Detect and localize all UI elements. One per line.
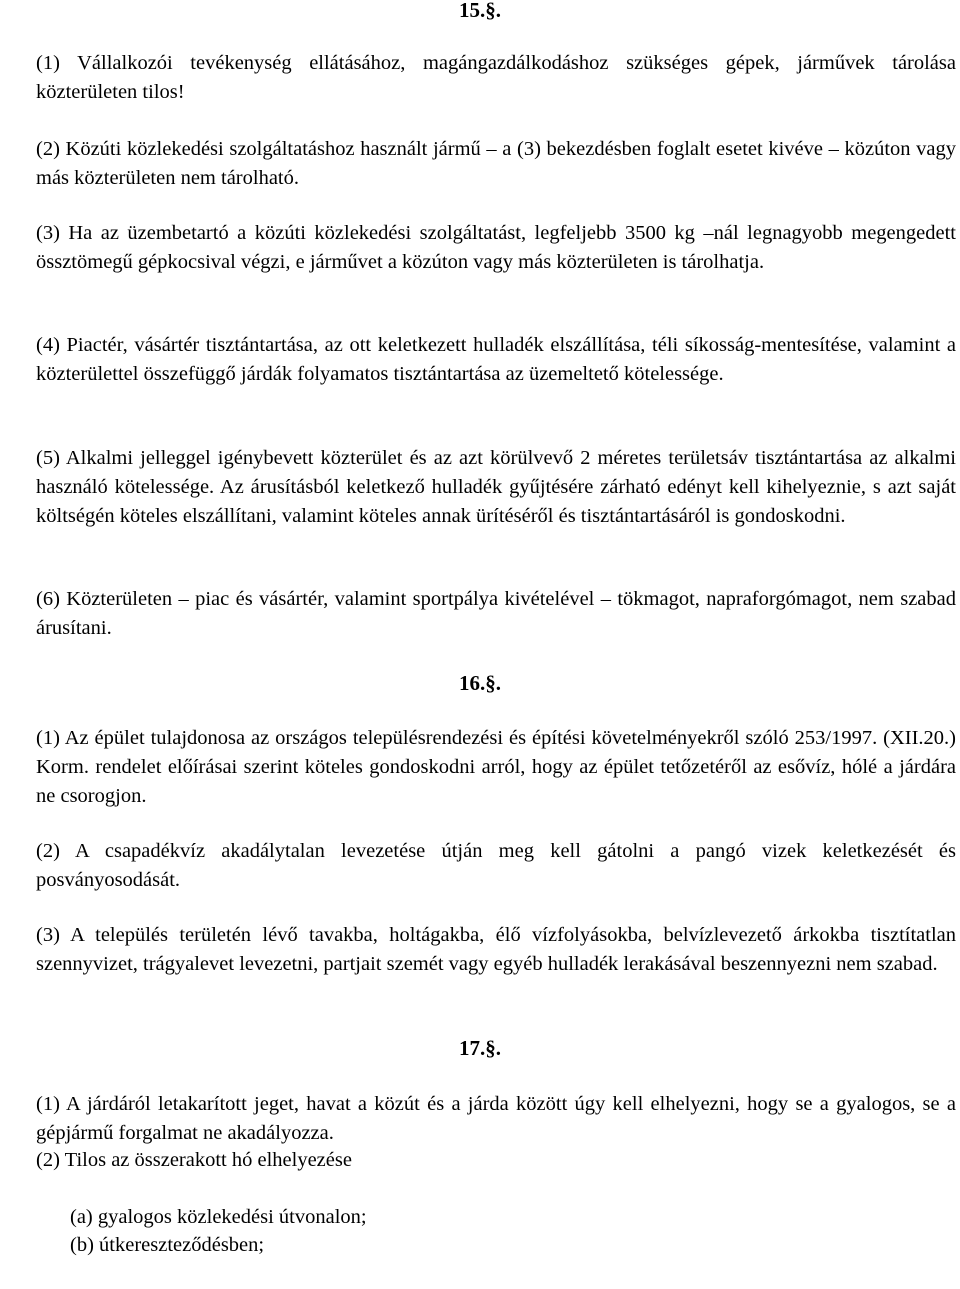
section-title-15: 15.§. (459, 0, 501, 22)
paragraph-17-1: (1) A járdáról letakarított jeget, havat a közút és a járda között úgy kell elhelyezni, hogy se a gyalogos, se a gépjármű forgalmat ne akadályozza. (36, 1093, 956, 1144)
list-item-b: (b) útkereszteződésben; (70, 1234, 265, 1256)
section-title-16: 16.§. (459, 671, 501, 695)
paragraph-16-3: (3) A település területén lévő tavakba, holtágakba, élő vízfolyásokba, belvízlevezető árkokba tisztítatlan szennyvizet, trágyalevet levezetni, partjait szemét vagy egyéb hulladék lerakásával beszennyezni nem szabad. (36, 924, 956, 975)
paragraph-15-4: (4) Piactér, vásártér tisztántartása, az ott keletkezett hulladék elszállítása, téli síkosság-mentesítése, valamint a közterülettel összefüggő járdák folyamatos tisztántartása az üzemeltető kötelessége. (36, 334, 956, 385)
paragraph-16-2: (2) A csapadékvíz akadálytalan levezetése útján meg kell gátolni a pangó vizek keletkezését és posványosodását. (36, 840, 956, 891)
paragraph-15-2: (2) Közúti közlekedési szolgáltatáshoz használt jármű – a (3) bekezdésben foglalt esetet kivéve – közúton vagy más közterületen nem tárolható. (36, 138, 956, 189)
section-title-17: 17.§. (459, 1036, 501, 1060)
paragraph-16-1: (1) Az épület tulajdonosa az országos településrendezési és építési követelményekről szóló 253/1997. (XII.20.) Korm. rendelet előírásai szerint köteles gondoskodni arról, hogy az épület tetőzetéről az esővíz, hólé a járdára ne csorogjon. (36, 727, 956, 807)
paragraph-15-3: (3) Ha az üzembetartó a közúti közlekedési szolgáltatást, legfeljebb 3500 kg –nál legnagyobb megengedett össztömegű gépkocsival végzi, e járművet a közúton vagy más közterületen is tárolhatja. (36, 222, 956, 273)
paragraph-15-1: (1) Vállalkozói tevékenység ellátásához, magángazdálkodáshoz szükséges gépek, járművek tárolása közterületen tilos! (36, 52, 956, 103)
paragraph-15-5: (5) Alkalmi jelleggel igénybevett közterület és az azt körülvevő 2 méretes területsáv tisztántartása az alkalmi használó kötelessége. Az árusításból keletkező hulladék gyűjtésére zárható edényt kell kihelyeznie, s azt saját költségén köteles elszállítani, valamint köteles annak ürítéséről és tisztántartásáról is gondoskodni. (36, 447, 956, 527)
paragraph-15-6: (6) Közterületen – piac és vásártér, valamint sportpálya kivételével – tökmagot, napraforgómagot, nem szabad árusítani. (36, 588, 956, 639)
list-item-a: (a) gyalogos közlekedési útvonalon; (70, 1206, 367, 1228)
paragraph-17-2: (2) Tilos az összerakott hó elhelyezése (36, 1149, 352, 1171)
